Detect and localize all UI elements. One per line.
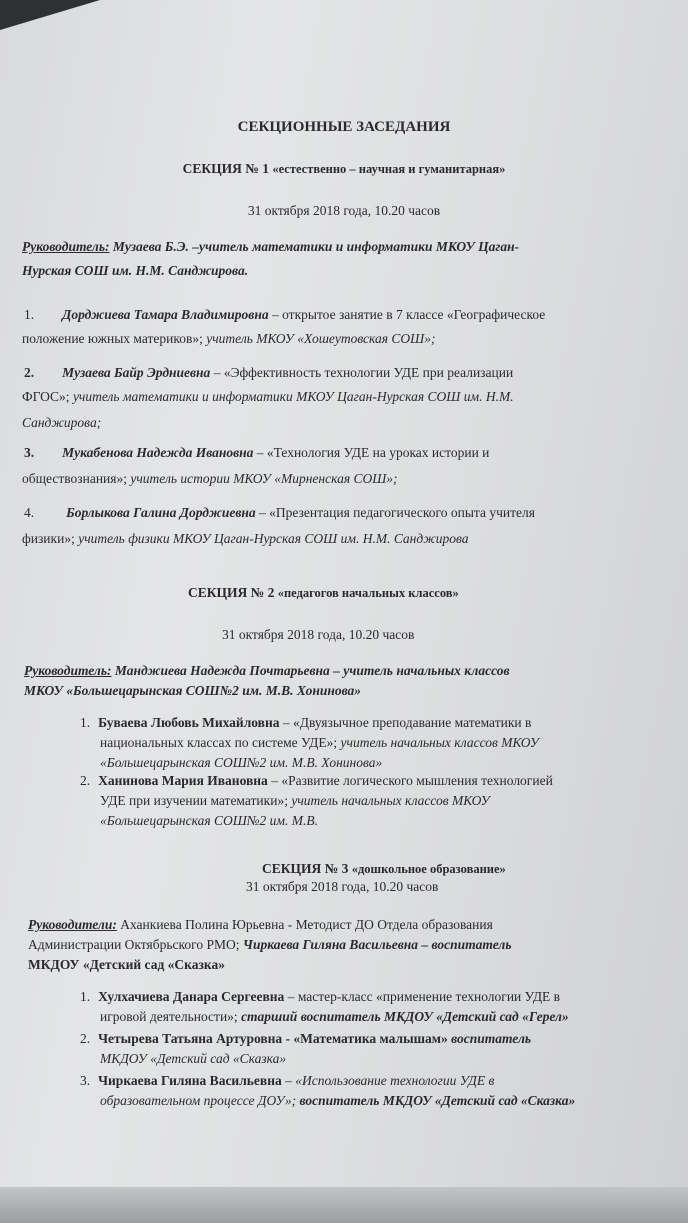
- list-item: 3. Мукабенова Надежда Ивановна – «Технология УДЕ на уроках истории и: [24, 445, 490, 460]
- paper-bottom-edge: [0, 1187, 688, 1223]
- list-item-cont: физики»; учитель физики МКОУ Цаган-Нурская СОШ им. Н.М. Санджирова: [22, 531, 469, 546]
- list-item-cont: положение южных материков»; учитель МКОУ «Хошеутовская СОШ»;: [22, 331, 436, 346]
- list-item: 1. Буваева Любовь Михайловна – «Двуязычное преподавание математики в: [80, 715, 532, 730]
- list-item-cont: УДЕ при изучении математики»; учитель начальных классов МКОУ: [100, 793, 490, 808]
- section-3-leader-cont2: МКДОУ «Детский сад «Сказка»: [28, 957, 225, 972]
- section-1-datetime: 31 октября 2018 года, 10.20 часов: [247, 203, 441, 218]
- list-item: 3. Чиркаева Гиляна Васильевна – «Использование технологии УДЕ в: [80, 1073, 495, 1088]
- list-item-cont: обществознания»; учитель истории МКОУ «Мирненская СОШ»;: [22, 471, 398, 486]
- list-item-cont: «Большецарынская СОШ№2 им. М.В.: [100, 813, 319, 828]
- section-1-heading: СЕКЦИЯ № 1 «естественно – научная и гуманитарная»: [182, 161, 506, 176]
- section-1-leader: Руководитель: Музаева Б.Э. –учитель математики и информатики МКОУ Цаган-: [22, 239, 520, 254]
- section-3-leader-cont: Администрации Октябрьского РМО; Чиркаева Гиляна Васильевна – воспитатель: [28, 937, 512, 952]
- list-item-cont: Санджирова;: [22, 415, 102, 430]
- section-1-leader-cont: Нурская СОШ им. Н.М. Санджирова.: [22, 263, 249, 278]
- list-item-cont: ФГОС»; учитель математики и информатики МКОУ Цаган-Нурская СОШ им. Н.М.: [22, 389, 514, 404]
- section-2-leader: Руководитель: Манджиева Надежда Почтарьевна – учитель начальных классов: [24, 663, 510, 678]
- section-3-leader: Руководители: Аханкиева Полина Юрьевна - Методист ДО Отдела образования: [28, 917, 493, 932]
- list-item: 4. Борлыкова Галина Дорджиевна – «Презентация педагогического опыта учителя: [24, 505, 535, 520]
- list-item: 2. Ханинова Мария Ивановна – «Развитие логического мышления технологией: [80, 773, 553, 788]
- list-item-cont: игровой деятельности»; старший воспитатель МКДОУ «Детский сад «Герел»: [100, 1009, 569, 1024]
- list-item: 1. Дорджиева Тамара Владимировна – открытое занятие в 7 классе «Географическое: [24, 307, 546, 322]
- section-3-heading: СЕКЦИЯ № 3 «дошкольное образование»: [262, 861, 506, 876]
- list-item-cont: образовательном процессе ДОУ»; воспитатель МКДОУ «Детский сад «Сказка»: [100, 1093, 576, 1108]
- section-3-datetime: 31 октября 2018 года, 10.20 часов: [246, 879, 439, 894]
- page-title: СЕКЦИОННЫЕ ЗАСЕДАНИЯ: [237, 119, 451, 135]
- section-2-leader-cont: МКОУ «Большецарынская СОШ№2 им. М.В. Хонинова»: [24, 683, 362, 698]
- list-item: 1. Хулхачиева Данара Сергеевна – мастер-класс «применение технологии УДЕ в: [80, 989, 561, 1004]
- list-item-cont: «Большецарынская СОШ№2 им. М.В. Хонинова»: [100, 755, 383, 770]
- section-2-datetime: 31 октября 2018 года, 10.20 часов: [222, 627, 415, 642]
- list-item: 2. Четырева Татьяна Артуровна - «Математика малышам» воспитатель: [80, 1031, 532, 1046]
- section-2-heading: СЕКЦИЯ № 2 «педагогов начальных классов»: [188, 585, 459, 600]
- list-item: 2. Музаева Байр Эрдниевна – «Эффективность технологии УДЕ при реализации: [24, 365, 514, 380]
- list-item-cont: национальных классах по системе УДЕ»; учитель начальных классов МКОУ: [100, 735, 539, 750]
- list-item-cont: МКДОУ «Детский сад «Сказка»: [100, 1051, 287, 1066]
